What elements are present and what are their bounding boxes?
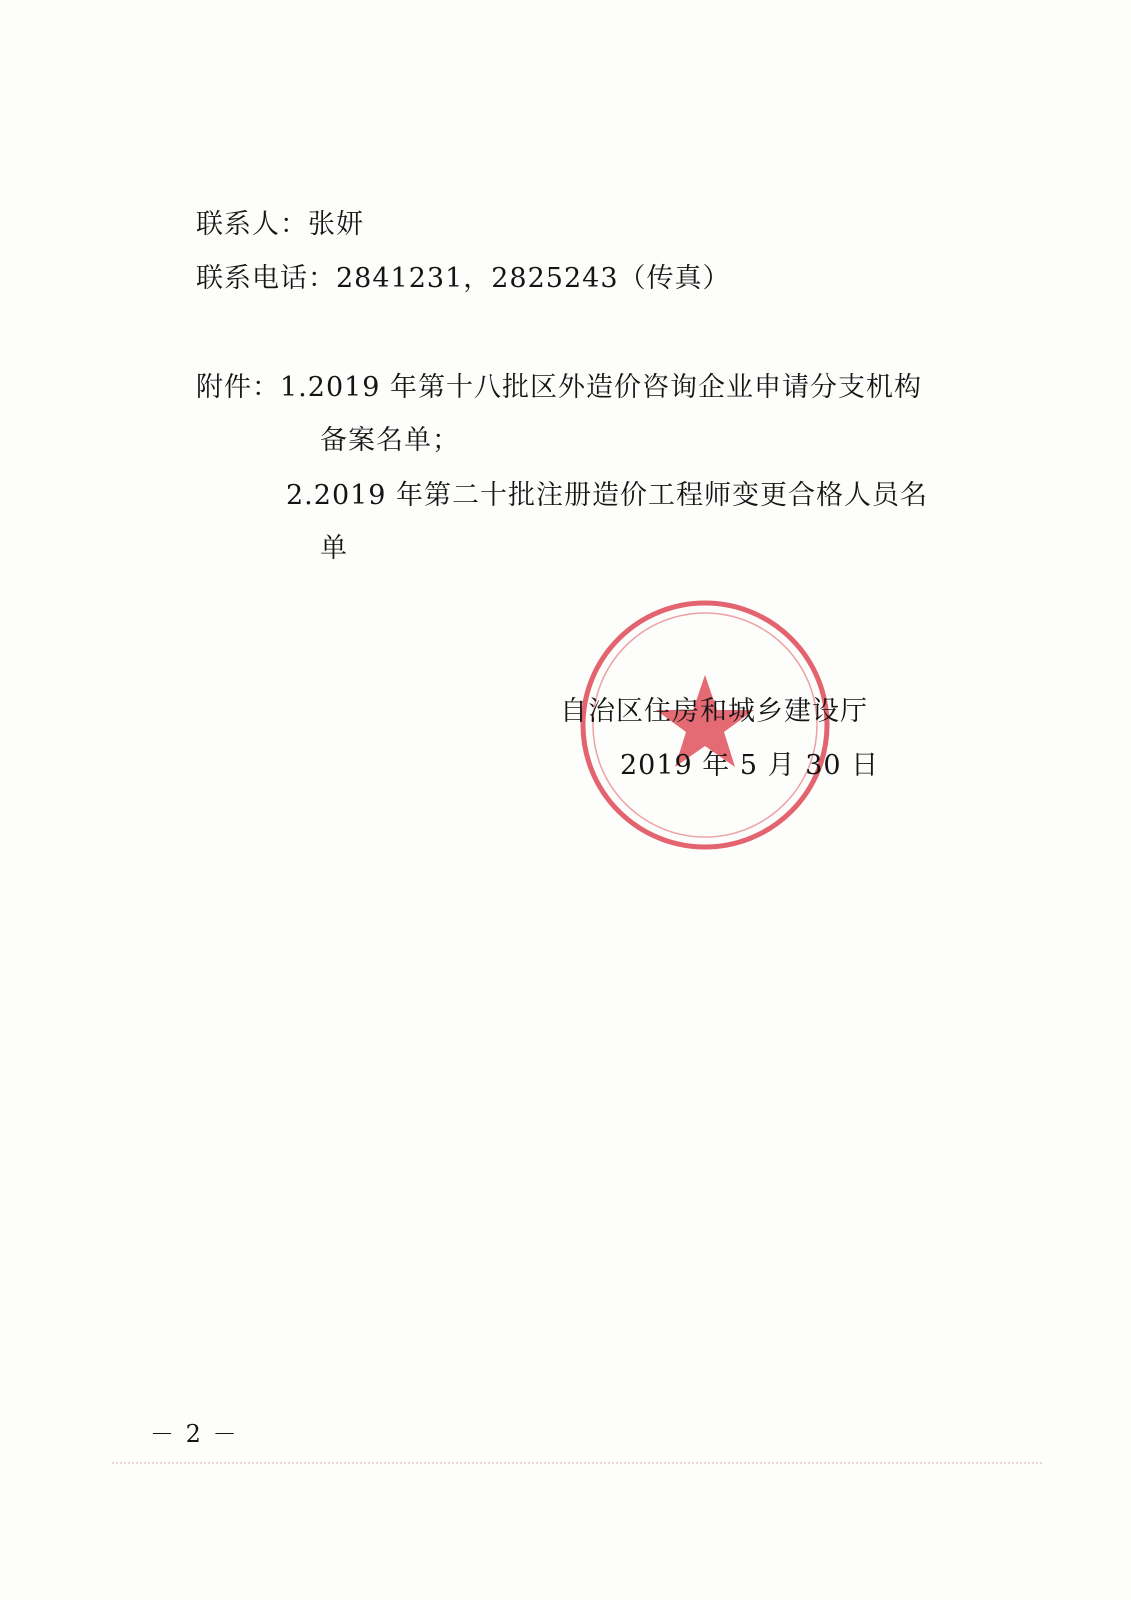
contact-person — [196, 208, 364, 242]
attachment-1-line-1: 1.2019 年第十八批区外造价咨询企业申请分支机构 — [280, 372, 923, 403]
contact-person-name: 张妍 — [308, 209, 364, 240]
attachments-label: 附件： — [196, 372, 280, 403]
contact-phone — [196, 262, 731, 296]
attachment-1-line-2: 备案名单； — [320, 425, 460, 456]
issuer-name: 自治区住房和城乡建设厅 — [560, 696, 868, 727]
attachment-2-line-2: 单 — [320, 533, 348, 564]
page-number: － 2 － — [150, 1420, 239, 1448]
attachment-item-1 — [196, 371, 922, 405]
footer-rule — [112, 1462, 1042, 1464]
attachment-2-line-1: 2.2019 年第二十批注册造价工程师变更合格人员名 — [286, 480, 929, 511]
contact-phone-label: 联系电话： — [196, 263, 336, 294]
issue-date: 2019 年 5 月 30 日 — [620, 750, 880, 781]
contact-person-label: 联系人： — [196, 209, 308, 240]
contact-phone-value: 2841231，2825243（传真） — [336, 263, 731, 294]
